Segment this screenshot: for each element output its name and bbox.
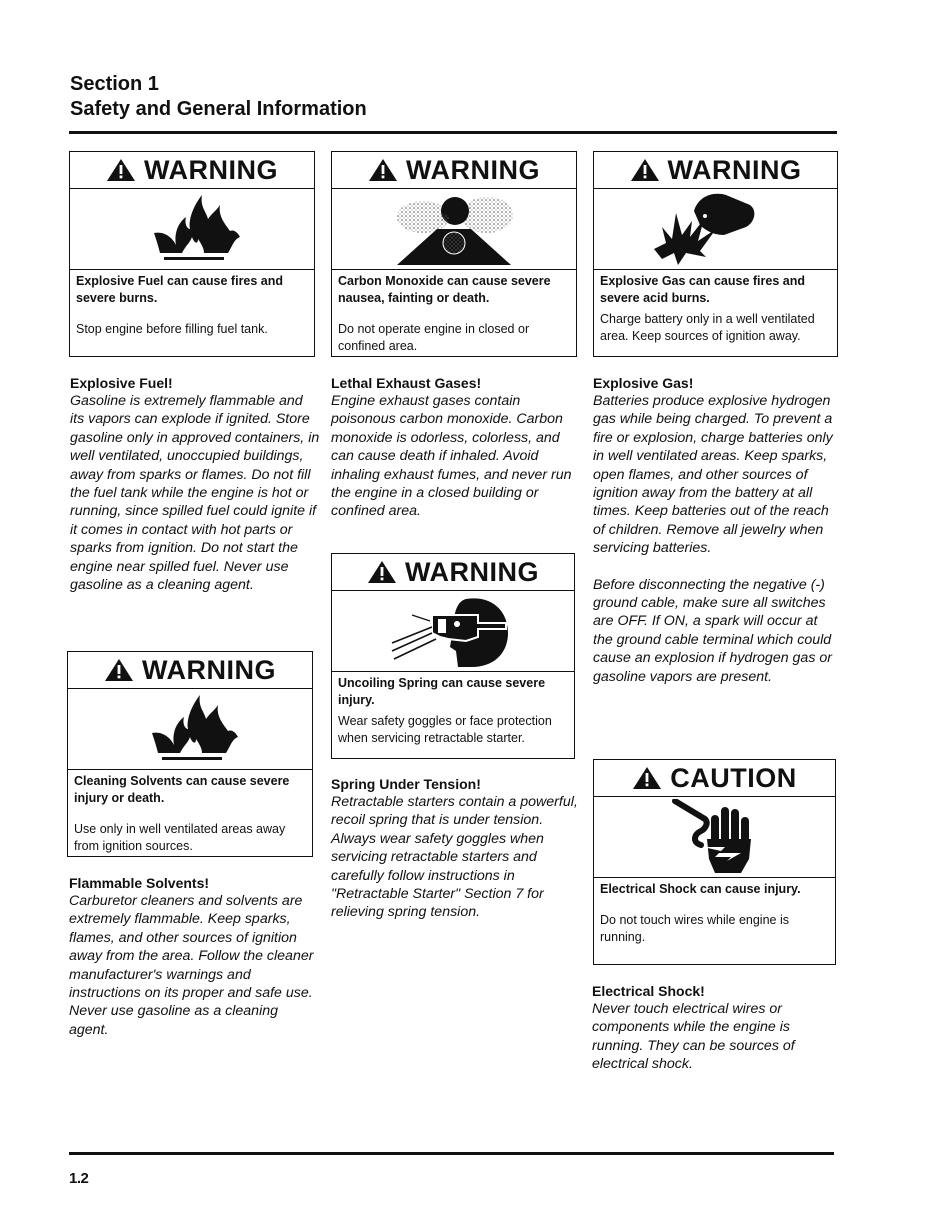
sign-pictogram [332, 591, 574, 672]
section-text-secondary: Before disconnecting the negative (-) ground cable, make sure all switches are OFF. If ON, a spark will occur at the ground cable terminal which could cause an explosion if hydrogen gas or gasoline vapors are present. [593, 576, 832, 685]
page-header [70, 72, 367, 122]
avoidance-statement: Wear safety goggles or face protection when servicing retractable starter. [338, 714, 552, 745]
section-heading: Explosive Fuel! [70, 375, 173, 391]
hazard-statement: Electrical Shock can cause injury. [600, 882, 801, 896]
hazard-statement: Cleaning Solvents can cause severe injury or death. [74, 774, 290, 805]
avoidance-statement: Do not touch wires while engine is running. [600, 913, 789, 944]
section-text: Never touch electrical wires or components while the engine is running. They can be sources of electrical shock. [592, 1001, 795, 1073]
section-explosive-gas [593, 374, 839, 686]
hazard-statement: Explosive Fuel can cause fires and severe burns. [76, 274, 284, 305]
avoidance-statement: Use only in well ventilated areas away from ignition sources. [74, 822, 286, 853]
hazard-statement: Carbon Monoxide can cause severe nausea, fainting or death. [338, 274, 551, 305]
section-heading: Flammable Solvents! [69, 875, 210, 891]
signal-word: WARNING [406, 154, 540, 185]
safety-goggles-icon [388, 593, 518, 669]
battery-explosion-icon [654, 191, 764, 267]
header-divider [69, 131, 837, 134]
warning-sign-explosive-fuel [69, 151, 315, 357]
sign-header [68, 652, 312, 689]
section-heading: Electrical Shock! [592, 983, 705, 999]
flame-icon [142, 193, 242, 265]
hazard-statement: Uncoiling Spring can cause severe injury. [338, 676, 546, 707]
warning-triangle-icon [367, 560, 397, 584]
warning-triangle-icon [630, 158, 660, 182]
sign-pictogram [332, 189, 576, 270]
signal-word: WARNING [142, 654, 276, 685]
sign-header [594, 152, 837, 189]
section-electrical-shock [592, 982, 838, 1074]
flame-icon [140, 693, 240, 765]
sign-pictogram [70, 189, 314, 270]
sign-pictogram [594, 797, 835, 878]
caution-sign-electrical-shock [593, 759, 836, 965]
signal-word: WARNING [667, 154, 802, 185]
warning-sign-explosive-gas [593, 151, 838, 357]
warning-triangle-icon [104, 658, 134, 682]
footer-divider [69, 1152, 834, 1155]
section-text: Gasoline is extremely flammable and its vapors can explode if ignited. Store gasoline only in approved containers, in well ventilated, unoccupied buildings, away from sparks or flames. Do not fill the fuel tank while the engine is hot or running, since spilled fuel could ignite if it comes in contact with hot parts or sparks from ignition. Do not start the engine near spilled fuel. Never use gasoline as a cleaning agent. [70, 393, 320, 594]
sign-header [594, 760, 835, 797]
section-heading: Explosive Gas! [593, 375, 694, 391]
warning-sign-cleaning-solvents [67, 651, 313, 857]
hazard-statement: Explosive Gas can cause fires and severe acid burns. [600, 274, 805, 305]
section-text: Carburetor cleaners and solvents are extremely flammable. Keep sparks, flames, and other sources of ignition away from the area. Follow the cleaner manufacturer's warnings and instructions on its proper and safe use. Never use gasoline as a cleaning agent. [69, 893, 314, 1038]
warning-triangle-icon [632, 766, 662, 790]
sign-pictogram [594, 189, 837, 270]
warning-sign-uncoiling-spring [331, 553, 575, 759]
page-title: Safety and General Information [70, 98, 367, 120]
section-flammable-solvents [69, 874, 317, 1039]
section-lethal-exhaust-gases [331, 374, 576, 521]
section-number: Section 1 [70, 73, 159, 95]
section-heading: Spring Under Tension! [331, 776, 481, 792]
section-heading: Lethal Exhaust Gases! [331, 375, 482, 391]
signal-word: WARNING [144, 154, 278, 185]
section-spring-under-tension [331, 775, 579, 922]
section-text: Engine exhaust gases contain poisonous carbon monoxide. Carbon monoxide is odorless, colorless, and can cause death if inhaled. Avoid inhaling exhaust fumes, and never run the engine in a closed building or confined area. [331, 393, 572, 520]
signal-word: WARNING [405, 556, 539, 587]
sign-header [332, 152, 576, 189]
carbon-monoxide-icon [389, 191, 519, 267]
sign-header [70, 152, 314, 189]
avoidance-statement: Do not operate engine in closed or confined area. [338, 322, 530, 353]
warning-sign-carbon-monoxide [331, 151, 577, 357]
section-explosive-fuel [70, 374, 320, 594]
avoidance-statement: Charge battery only in a well ventilated area. Keep sources of ignition away. [600, 312, 815, 343]
page-number: 1.2 [69, 1170, 89, 1187]
signal-word: CAUTION [670, 762, 797, 793]
avoidance-statement: Stop engine before filling fuel tank. [76, 322, 268, 336]
electric-shock-hand-icon [665, 799, 765, 875]
sign-pictogram [68, 689, 312, 770]
warning-triangle-icon [368, 158, 398, 182]
sign-header [332, 554, 574, 591]
warning-triangle-icon [106, 158, 136, 182]
section-text: Batteries produce explosive hydrogen gas while being charged. To prevent a fire or explosion, charge batteries only in well ventilated areas. Keep sparks, open flames, and other sources of ignition away from the battery at all times. Keep batteries out of the reach of children. Remove all jewelry when servicing batteries. [593, 393, 833, 557]
section-text: Retractable starters contain a powerful, recoil spring that is under tension. Always wear safety goggles when servicing retractable starters and carefully follow instructions in "Retractable Starter" Section 7 for relieving spring tension. [331, 794, 578, 921]
